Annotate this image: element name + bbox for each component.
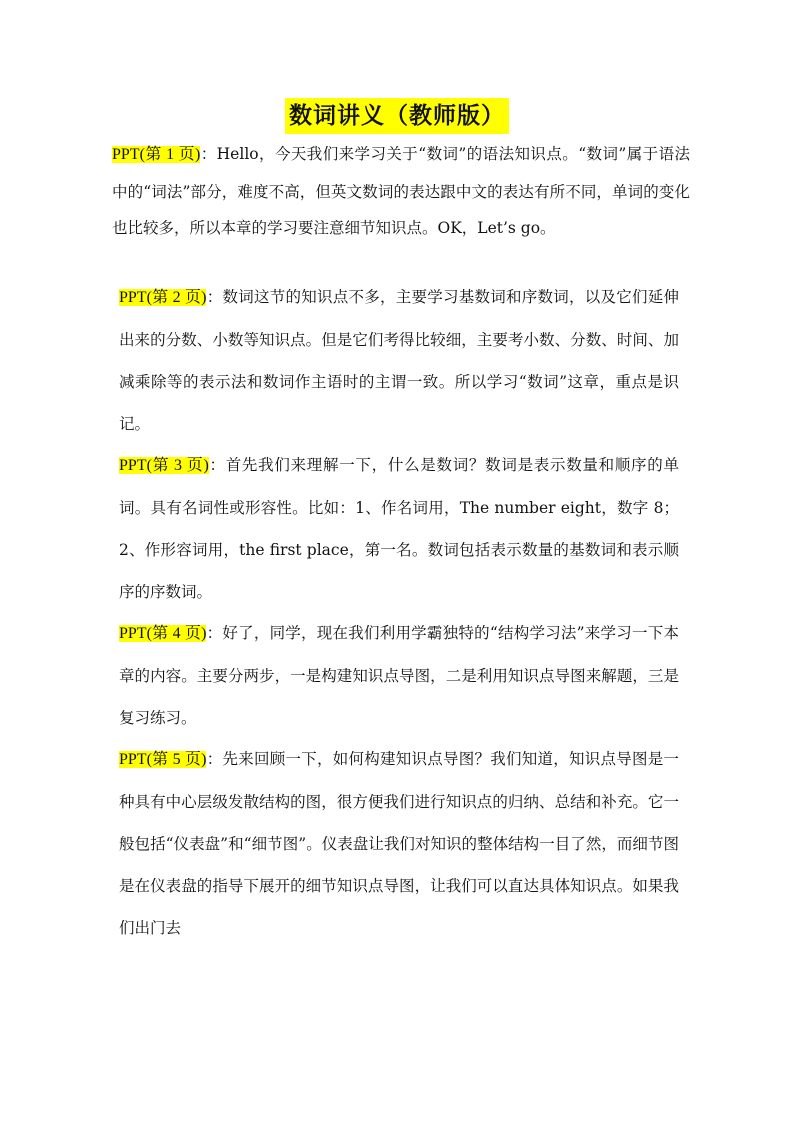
paragraph-text: ：先来回顾一下，如何构建知识点导图？我们知道，知识点导图是一种具有中心层级发散结构的图，很方便我们进行知识点的归纳、总结和补充。它一般包括“仪表盘”和“细节图”。仪表盘让我们对知识的整体结构一目了然，而细节图是在仪表盘的指导下展开的细节知识点导图，让我们可以直达具体知识点。如果我们出门去 (119, 750, 679, 937)
paragraph-label: PPT(第 4 页) (119, 625, 207, 642)
paragraph-ppt-2 (119, 276, 679, 445)
paragraph-ppt-3 (119, 444, 679, 613)
paragraph-ppt-4 (119, 612, 679, 739)
document-title: 数词讲义（教师版） (285, 98, 509, 134)
paragraph-text: ：首先我们来理解一下，什么是数词？数词是表示数量和顺序的单词。具有名词性或形容性。比如：1、作名词用，The number eight，数字 8；2、作形容词用，the first place，第一名。数词包括表示数量的基数词和表示顺序的序数词。 (119, 456, 679, 601)
title-container (0, 98, 794, 134)
paragraph-label: PPT(第 3 页) (119, 457, 209, 474)
paragraph-label: PPT(第 1 页) (112, 146, 201, 163)
paragraph-text: ：好了，同学，现在我们利用学霸独特的“结构学习法”来学习一下本章的内容。主要分两步，一是构建知识点导图，二是利用知识点导图来解题，三是复习练习。 (119, 624, 679, 727)
paragraph-ppt-5 (119, 738, 679, 949)
paragraph-text: ：Hello，今天我们来学习关于“数词”的语法知识点。“数词”属于语法中的“词法”部分，难度不高，但英文数词的表达跟中文的表达有所不同，单词的变化也比较多，所以本章的学习要注意细节知识点。OK，Let’s go。 (112, 145, 690, 237)
paragraph-label: PPT(第 5 页) (119, 751, 207, 768)
paragraph-label: PPT(第 2 页) (119, 289, 207, 306)
paragraph-text: ：数词这节的知识点不多，主要学习基数词和序数词，以及它们延伸出来的分数、小数等知识点。但是它们考得比较细，主要考小数、分数、时间、加减乘除等的表示法和数词作主语时的主谓一致。所以学习“数词”这章，重点是识记。 (119, 288, 679, 433)
paragraph-ppt-1 (112, 136, 690, 247)
